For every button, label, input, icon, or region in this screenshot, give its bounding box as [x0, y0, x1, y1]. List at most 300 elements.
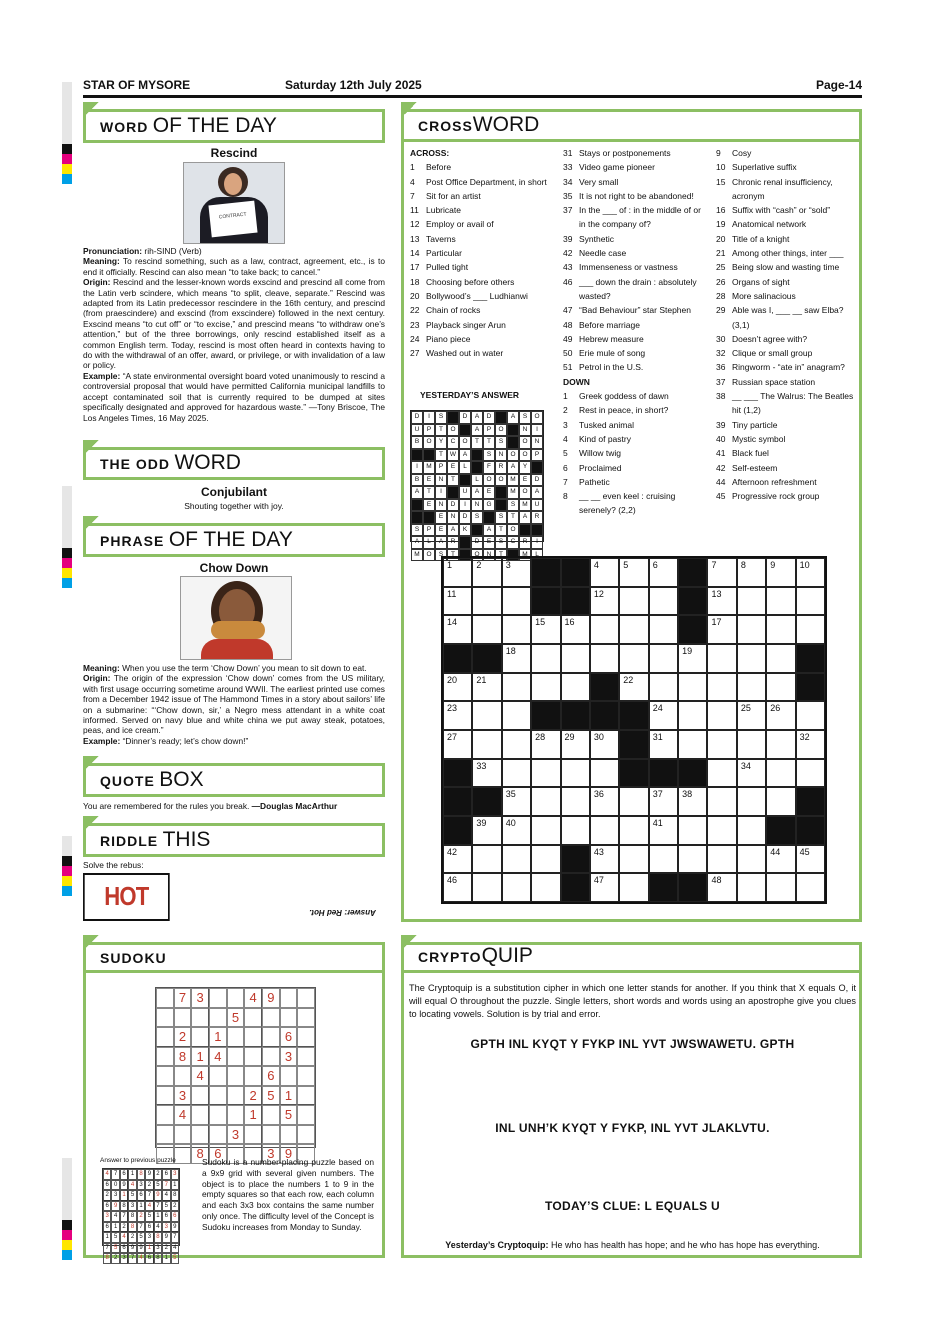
crossword-cell[interactable]	[766, 873, 795, 902]
crossword-cell[interactable]	[619, 615, 648, 644]
crossword-cell[interactable]	[796, 587, 825, 616]
sudoku-cell[interactable]	[227, 1027, 245, 1047]
crossword-cell[interactable]	[649, 673, 678, 702]
crossword-cell[interactable]: 8	[737, 558, 766, 587]
sudoku-cell[interactable]	[280, 1066, 298, 1086]
title-small: THE ODD	[100, 456, 170, 472]
clue	[563, 418, 703, 432]
clue-number: 7	[410, 190, 415, 201]
crossword-cell[interactable]	[737, 730, 766, 759]
clue	[563, 260, 703, 274]
sudoku-cell[interactable]	[227, 1047, 245, 1067]
clue-text: Before marriage	[579, 319, 640, 330]
answer-cell: P	[423, 424, 435, 437]
label: Meaning:	[83, 663, 120, 673]
clue-text: “Bad Behaviour” star Stephen	[579, 305, 691, 316]
crossword-cell[interactable]: 45	[796, 845, 825, 874]
crossword-cell[interactable]: 33	[472, 759, 501, 788]
crossword-cell[interactable]	[707, 701, 736, 730]
crossword-cell[interactable]	[619, 587, 648, 616]
crossword-cell[interactable]: 3	[502, 558, 531, 587]
answer-cell: S	[411, 524, 423, 537]
answer-cell: A	[507, 461, 519, 474]
sudoku-answer-cell: 2	[145, 1180, 153, 1191]
crossword-cell[interactable]: 25	[737, 701, 766, 730]
answer-cell: P	[435, 461, 447, 474]
sudoku-answer-cell: 6	[162, 1169, 170, 1180]
crossword-cell[interactable]	[472, 615, 501, 644]
crossword-cell[interactable]	[472, 845, 501, 874]
crossword-cell[interactable]	[707, 673, 736, 702]
sudoku-cell[interactable]	[297, 1027, 315, 1047]
label: Example:	[83, 735, 121, 746]
sudoku-cell[interactable]	[297, 1125, 315, 1145]
crossword-cell[interactable]	[619, 644, 648, 673]
crossword-cell[interactable]: 12	[590, 587, 619, 616]
sudoku-cell[interactable]	[156, 1008, 174, 1028]
sudoku-cell[interactable]	[262, 1027, 280, 1047]
sudoku-cell[interactable]	[156, 1105, 174, 1125]
answer-cell: R	[519, 536, 531, 549]
black-square	[459, 536, 471, 549]
answer-cell: T	[423, 486, 435, 499]
crossword-cell[interactable]	[678, 816, 707, 845]
sudoku-cell[interactable]	[191, 1086, 209, 1106]
crossword-cell[interactable]	[502, 673, 531, 702]
answer-cell: O	[423, 436, 435, 449]
answer-cell: A	[471, 486, 483, 499]
crossword-cell[interactable]	[502, 730, 531, 759]
black-square	[443, 816, 472, 845]
crossword-cell[interactable]	[472, 730, 501, 759]
crossword-cell[interactable]: 30	[590, 730, 619, 759]
crossword-cell[interactable]	[737, 845, 766, 874]
sudoku-cell: 9	[262, 988, 280, 1008]
crossword-cell[interactable]: 5	[619, 558, 648, 587]
sudoku-cell: 3	[191, 988, 209, 1008]
sudoku-cell: 6	[209, 1144, 227, 1164]
clue-number: 36	[716, 362, 726, 373]
sudoku-answer-cell: 6	[137, 1190, 145, 1201]
sudoku-cell[interactable]	[227, 1086, 245, 1106]
black-square	[561, 558, 590, 587]
sudoku-cell[interactable]	[209, 1086, 227, 1106]
crossword-cell[interactable]	[619, 787, 648, 816]
crossword-cell[interactable]: 29	[561, 730, 590, 759]
sudoku-answer-cell: 5	[128, 1190, 136, 1201]
sudoku-answer-cell: 8	[128, 1222, 136, 1233]
clue-number: 22	[410, 305, 420, 316]
crossword-cell[interactable]: 7	[707, 558, 736, 587]
registration-marks	[62, 1158, 72, 1260]
crossword-cell[interactable]	[766, 587, 795, 616]
clue-number: 19	[716, 219, 726, 230]
yesterday-solution: He who has health has hope; and he who has hope has everything.	[548, 1240, 820, 1250]
clue-text: Superlative suffix	[732, 162, 797, 173]
answer-cell: L	[531, 549, 543, 562]
crossword-cell[interactable]: 40	[502, 816, 531, 845]
black-square	[590, 701, 619, 730]
crossword-cell[interactable]: 9	[766, 558, 795, 587]
crossword-cell[interactable]	[531, 873, 560, 902]
crossword-cell[interactable]	[678, 673, 707, 702]
crossword-cell[interactable]	[619, 873, 648, 902]
answer-cell: N	[435, 474, 447, 487]
answer-cell: O	[423, 549, 435, 562]
crossword-cell[interactable]: 21	[472, 673, 501, 702]
crossword-cell[interactable]: 15	[531, 615, 560, 644]
sudoku-cell[interactable]	[280, 1008, 298, 1028]
crossword-cell[interactable]	[472, 873, 501, 902]
crossword-cell[interactable]	[502, 701, 531, 730]
origin: The origin of the expression ‘Chow down’ comes from the US military, with first usage occurring sometime around WWII. The earliest printed use comes from a December 1942 issue of The Hammond Times in a story about sailors’ life on a submarine: “‘Chow down, sir,’ a Negro mess attendant in a white coat informed. Served on navy blue and white china we put away steak, potatoes, peas, and ice cream.”	[83, 673, 385, 736]
sudoku-cell[interactable]	[156, 1066, 174, 1086]
crossword-cell[interactable]: 6	[649, 558, 678, 587]
crossword-cell[interactable]	[737, 644, 766, 673]
crossword-cell[interactable]: 11	[443, 587, 472, 616]
word-of-day-word: Rescind	[210, 146, 258, 160]
crossword-cell[interactable]	[737, 873, 766, 902]
crossword-cell[interactable]	[472, 701, 501, 730]
crossword-cell[interactable]	[531, 759, 560, 788]
crossword-cell[interactable]: 34	[737, 759, 766, 788]
black-square	[796, 673, 825, 702]
crossword-cell[interactable]	[531, 845, 560, 874]
answer-cell: A	[435, 536, 447, 549]
crossword-cell[interactable]: 46	[443, 873, 472, 902]
sudoku-cell[interactable]	[262, 1008, 280, 1028]
crossword-cell[interactable]	[561, 759, 590, 788]
sudoku-answer-cell: 1	[103, 1232, 111, 1243]
clue	[563, 275, 703, 304]
cryptoquip-clue: TODAY’S CLUE: L EQUALS U	[544, 1199, 720, 1213]
sudoku-cell: 3	[280, 1047, 298, 1067]
sudoku-cell[interactable]	[209, 1125, 227, 1145]
sudoku-cell[interactable]	[297, 988, 315, 1008]
crossword-cell[interactable]: 24	[649, 701, 678, 730]
answer-cell: O	[495, 474, 507, 487]
crossword-cell[interactable]	[737, 816, 766, 845]
sudoku-cell[interactable]	[227, 1105, 245, 1125]
black-square	[471, 461, 483, 474]
crossword-cell[interactable]: 39	[472, 816, 501, 845]
clue	[563, 403, 703, 417]
answer-cell: N	[519, 424, 531, 437]
odd-word-meaning: Shouting together with joy.	[184, 501, 284, 511]
crossword-cell[interactable]: 47	[590, 873, 619, 902]
sudoku-cell[interactable]	[191, 1125, 209, 1145]
crossword-cell[interactable]	[796, 615, 825, 644]
crossword-cell[interactable]	[590, 644, 619, 673]
page-header	[83, 78, 862, 98]
sudoku-cell[interactable]	[297, 1086, 315, 1106]
crossword-cell[interactable]	[678, 730, 707, 759]
sudoku-cell[interactable]	[297, 1066, 315, 1086]
crossword-cell[interactable]: 23	[443, 701, 472, 730]
crossword-cell[interactable]	[707, 644, 736, 673]
crossword-cell[interactable]	[678, 845, 707, 874]
crossword-cell[interactable]	[590, 759, 619, 788]
crossword-cell[interactable]: 14	[443, 615, 472, 644]
answer-cell: T	[495, 549, 507, 562]
answer-cell: N	[471, 499, 483, 512]
sudoku-cell[interactable]	[262, 1125, 280, 1145]
crossword-cell[interactable]	[561, 644, 590, 673]
sudoku-cell[interactable]	[156, 1047, 174, 1067]
sudoku-answer-cell: 3	[137, 1180, 145, 1191]
crossword-cell[interactable]: 20	[443, 673, 472, 702]
crossword-cell[interactable]: 32	[796, 730, 825, 759]
sudoku-cell[interactable]	[227, 1066, 245, 1086]
sudoku-cell: 6	[262, 1066, 280, 1086]
riddle-prompt: Solve the rebus:	[83, 860, 144, 870]
crossword-cell[interactable]	[531, 673, 560, 702]
clue	[563, 175, 703, 189]
clue-number: 9	[716, 148, 721, 158]
crossword-cell[interactable]	[502, 873, 531, 902]
clue-text: Sit for an artist	[426, 190, 481, 201]
sudoku-answer-cell: 2	[162, 1243, 170, 1254]
sudoku-cell[interactable]	[209, 1105, 227, 1125]
sudoku-cell[interactable]	[244, 1066, 262, 1086]
crossword-cell[interactable]	[707, 730, 736, 759]
clue-number: 32	[716, 348, 726, 359]
crossword-cell[interactable]	[561, 787, 590, 816]
crossword-cell[interactable]	[796, 873, 825, 902]
answer-cell: D	[471, 536, 483, 549]
crossword-cell[interactable]: 17	[707, 615, 736, 644]
crossword-cell[interactable]	[649, 587, 678, 616]
sudoku-answer-cell: 6	[171, 1211, 179, 1222]
crossword-title	[401, 109, 862, 142]
crossword-cell[interactable]: 10	[796, 558, 825, 587]
sudoku-cell[interactable]	[227, 988, 245, 1008]
clue	[563, 446, 703, 460]
clue	[716, 375, 856, 389]
sudoku-cell[interactable]	[244, 1047, 262, 1067]
sudoku-answer-cell: 7	[120, 1211, 128, 1222]
crossword-cell[interactable]: 44	[766, 845, 795, 874]
clue-text: Afternoon refreshment	[732, 476, 817, 487]
clue	[563, 461, 703, 475]
crossword-cell[interactable]	[590, 615, 619, 644]
black-square	[766, 816, 795, 845]
black-square	[443, 787, 472, 816]
sudoku-cell: 4	[209, 1047, 227, 1067]
clue-number: 12	[410, 219, 420, 230]
sudoku-answer-cell: 9	[111, 1201, 119, 1212]
crossword-cell[interactable]	[502, 587, 531, 616]
sudoku-answer-cell: 7	[103, 1243, 111, 1254]
crossword-cell[interactable]: 42	[443, 845, 472, 874]
clue	[716, 217, 856, 231]
answer-cell: T	[435, 424, 447, 437]
crossword-cell[interactable]	[737, 587, 766, 616]
clue-number: 20	[410, 290, 420, 301]
sudoku-cell[interactable]	[156, 988, 174, 1008]
sudoku-cell[interactable]	[156, 1027, 174, 1047]
clue-number: 1	[563, 391, 568, 402]
crossword-cell[interactable]	[766, 730, 795, 759]
clue	[410, 332, 560, 346]
crossword-cell[interactable]	[737, 673, 766, 702]
sudoku-cell[interactable]	[174, 1144, 192, 1164]
crossword-cell[interactable]: 2	[472, 558, 501, 587]
clue	[563, 232, 703, 246]
sudoku-cell[interactable]	[262, 1047, 280, 1067]
crossword-cell[interactable]	[796, 759, 825, 788]
crossword-cell[interactable]	[502, 759, 531, 788]
sudoku-cell[interactable]	[191, 1105, 209, 1125]
title-big: WORD	[472, 113, 540, 136]
sudoku-cell[interactable]	[191, 1008, 209, 1028]
answer-cell: A	[531, 486, 543, 499]
sudoku-cell[interactable]	[191, 1027, 209, 1047]
crossword-cell[interactable]	[531, 816, 560, 845]
crossword-cell[interactable]	[561, 816, 590, 845]
clue	[563, 346, 703, 360]
crossword-cell[interactable]	[531, 644, 560, 673]
title-big: OF THE DAY	[168, 528, 293, 551]
black-square	[459, 424, 471, 437]
sudoku-cell: 8	[191, 1144, 209, 1164]
crossword-cell[interactable]	[619, 845, 648, 874]
sudoku-cell[interactable]	[156, 1086, 174, 1106]
clue	[716, 346, 856, 360]
sudoku-cell[interactable]	[209, 1008, 227, 1028]
answer-cell: R	[495, 461, 507, 474]
crossword-cell[interactable]	[766, 673, 795, 702]
sudoku-answer-cell: 5	[111, 1232, 119, 1243]
crossword-cell[interactable]	[590, 816, 619, 845]
crossword-cell[interactable]	[766, 759, 795, 788]
crossword-cell[interactable]: 19	[678, 644, 707, 673]
sudoku-cell[interactable]	[297, 1047, 315, 1067]
crossword-cell[interactable]	[737, 787, 766, 816]
clue-text: Tusked animal	[579, 419, 634, 430]
answer-cell: M	[507, 486, 519, 499]
down-label: DOWN	[563, 376, 590, 387]
clue	[410, 189, 560, 203]
clue	[410, 203, 560, 217]
clue-text: More salinacious	[732, 290, 796, 301]
crossword-cell[interactable]: 37	[649, 787, 678, 816]
sudoku-cell[interactable]	[244, 1008, 262, 1028]
crossword-cell[interactable]	[766, 644, 795, 673]
sudoku-cell[interactable]	[156, 1125, 174, 1145]
crossword-cell[interactable]: 35	[502, 787, 531, 816]
across-label: ACROSS:	[410, 148, 450, 158]
crossword-cell[interactable]	[649, 644, 678, 673]
clue-text: ___ down the drain : absolutely wasted?	[579, 276, 697, 301]
crossword-cell[interactable]: 41	[649, 816, 678, 845]
crossword-cell[interactable]: 13	[707, 587, 736, 616]
sudoku-cell[interactable]	[297, 1008, 315, 1028]
answer-cell: U	[459, 486, 471, 499]
sudoku-answer-cell: 7	[128, 1253, 136, 1264]
black-square	[471, 449, 483, 462]
clue-number: 30	[716, 333, 726, 344]
sudoku-cell[interactable]	[244, 1125, 262, 1145]
crossword-cell[interactable]: 36	[590, 787, 619, 816]
crossword-cell[interactable]: 16	[561, 615, 590, 644]
answer-cell: S	[495, 536, 507, 549]
crossword-cell[interactable]: 26	[766, 701, 795, 730]
crossword-cell[interactable]	[678, 701, 707, 730]
sudoku-cell[interactable]	[297, 1105, 315, 1125]
title-small: WORD	[100, 119, 149, 135]
answer-cell: T	[495, 524, 507, 537]
clue	[716, 475, 856, 489]
clue	[716, 432, 856, 446]
answer-cell: O	[531, 411, 543, 424]
crossword-cell[interactable]	[649, 615, 678, 644]
crossword-cell[interactable]	[531, 787, 560, 816]
chow-down-photo	[180, 576, 292, 660]
title-small: QUOTE	[100, 773, 155, 789]
black-square	[411, 449, 423, 462]
crossword-cell[interactable]	[649, 845, 678, 874]
crossword-cell[interactable]: 43	[590, 845, 619, 874]
crossword-cell[interactable]: 27	[443, 730, 472, 759]
black-square	[443, 759, 472, 788]
crossword-cell[interactable]: 28	[531, 730, 560, 759]
clue-number: 44	[716, 476, 726, 487]
sudoku-cell[interactable]	[209, 1066, 227, 1086]
clue-number: 34	[563, 176, 573, 187]
sudoku-cell[interactable]	[209, 988, 227, 1008]
crossword-cell[interactable]	[707, 759, 736, 788]
crossword-cell[interactable]	[502, 845, 531, 874]
crossword-cell[interactable]	[737, 615, 766, 644]
clue	[716, 246, 856, 260]
sudoku-cell[interactable]	[280, 1125, 298, 1145]
black-square	[531, 587, 560, 616]
crossword-cell[interactable]: 4	[590, 558, 619, 587]
crossword-cell[interactable]: 1	[443, 558, 472, 587]
crossword-cell[interactable]	[707, 787, 736, 816]
sudoku-answer-cell: 4	[145, 1201, 153, 1212]
crossword-cell[interactable]: 38	[678, 787, 707, 816]
crossword-cell[interactable]	[502, 615, 531, 644]
sudoku-answer-cell: 8	[171, 1190, 179, 1201]
crossword-cell[interactable]: 18	[502, 644, 531, 673]
crossword-cell[interactable]: 31	[649, 730, 678, 759]
crossword-cell[interactable]	[707, 816, 736, 845]
crossword-cell[interactable]	[472, 587, 501, 616]
clue-number: 8	[563, 491, 568, 502]
crossword-cell[interactable]: 22	[619, 673, 648, 702]
crossword-cell[interactable]	[796, 701, 825, 730]
sudoku-cell[interactable]	[174, 1066, 192, 1086]
answer-cell: E	[447, 461, 459, 474]
crossword-cell[interactable]	[707, 845, 736, 874]
clue-number: 10	[716, 162, 726, 173]
crossword-cell[interactable]: 48	[707, 873, 736, 902]
crossword-cell[interactable]	[619, 816, 648, 845]
sudoku-cell[interactable]	[262, 1105, 280, 1125]
sudoku-answer-cell: 5	[162, 1201, 170, 1212]
sudoku-cell[interactable]	[174, 1008, 192, 1028]
crossword-cell[interactable]	[766, 787, 795, 816]
clue-number: 16	[716, 205, 726, 216]
sudoku-cell[interactable]	[280, 988, 298, 1008]
sudoku-cell[interactable]	[174, 1125, 192, 1145]
crossword-cell[interactable]	[561, 673, 590, 702]
sudoku-cell[interactable]	[244, 1027, 262, 1047]
answer-cell: A	[471, 424, 483, 437]
crossword-cell[interactable]	[766, 615, 795, 644]
